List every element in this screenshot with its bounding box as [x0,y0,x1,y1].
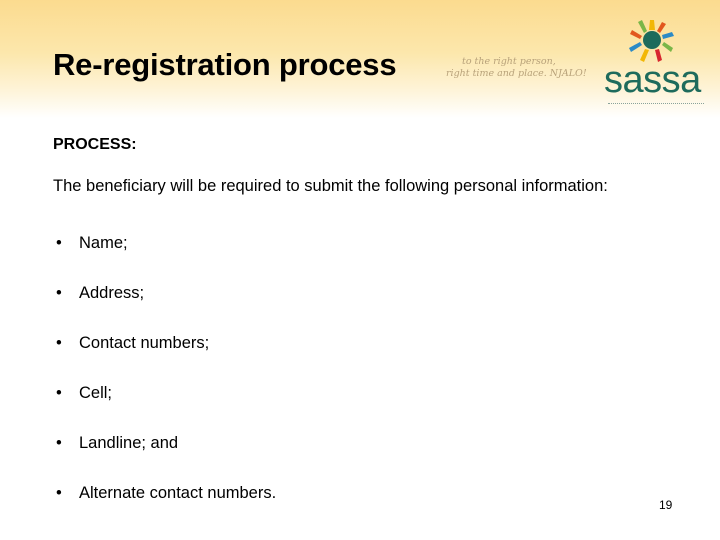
bullet-dot: • [56,284,62,302]
logo-tagline-line [608,103,704,106]
bullet-text: Address; [79,284,145,302]
process-heading: PROCESS: [53,136,137,153]
bullet-dot: • [56,384,62,402]
bullet-dot: • [56,334,62,352]
slogan-line-2: right time and place. NJALO! [446,68,587,79]
slide-title: Re-registration process [53,47,397,82]
bullet-text: Cell; [79,384,113,402]
page-number: 19 [659,498,673,512]
bullet-text: Landline; and [79,434,179,452]
bullet-dot: • [56,234,62,252]
bullet-text: Alternate contact numbers. [79,484,277,502]
bullet-text: Contact numbers; [79,334,210,352]
slogan-line-1: to the right person, [462,56,556,67]
sassa-logo [602,18,712,108]
slogan-text [446,56,587,80]
bullet-dot: • [56,484,62,502]
bullet-text: Name; [79,234,128,252]
bullet-dot: • [56,434,62,452]
intro-paragraph: The beneficiary will be required to submit the following personal information: [53,177,608,195]
sassa-wordmark: sassa [604,59,701,101]
